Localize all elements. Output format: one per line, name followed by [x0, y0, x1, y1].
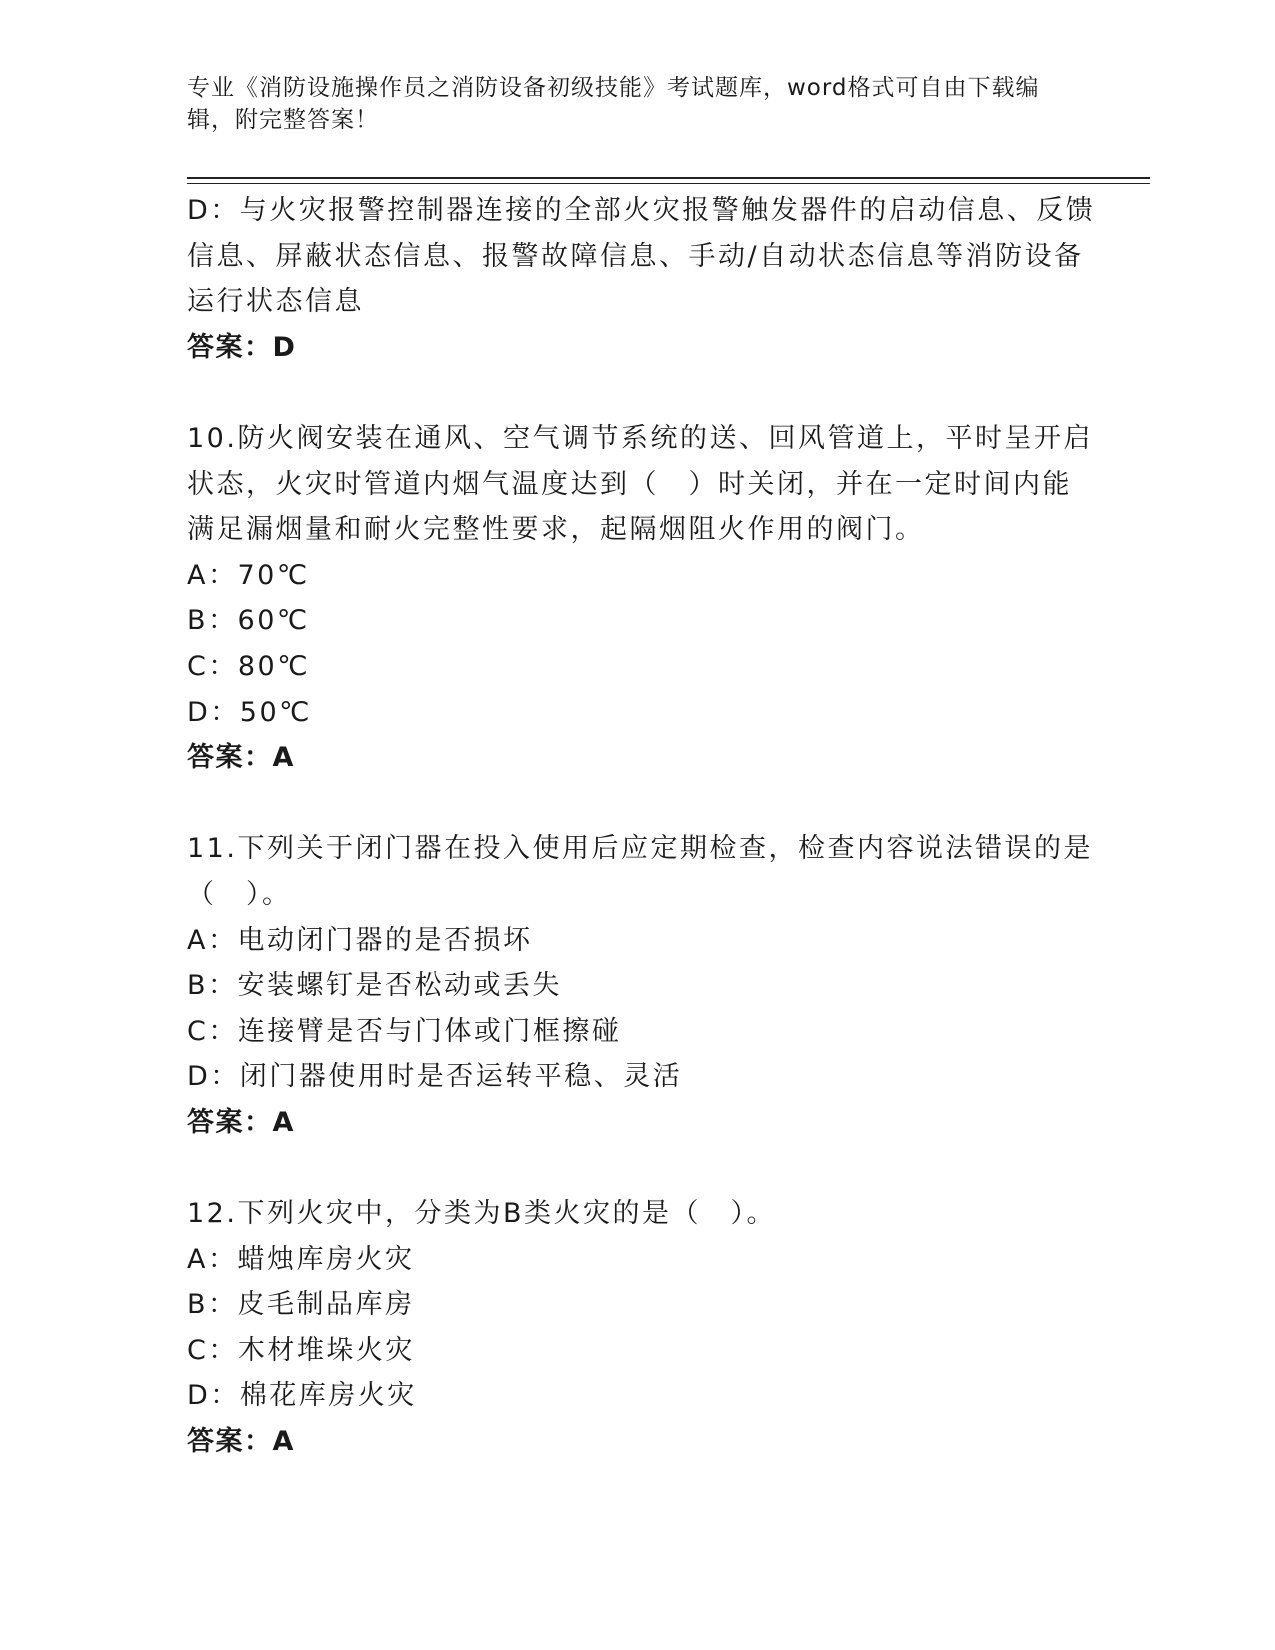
option-b: B：皮毛制品库房	[187, 1289, 415, 1321]
question-text-line-3: 满足漏烟量和耐火完整性要求，起隔烟阻火作用的阀门。	[187, 514, 925, 546]
option-b: B：60℃	[187, 605, 310, 637]
answer-label: 答案：A	[187, 1106, 295, 1138]
question-9-continuation	[187, 188, 1096, 370]
question-text-line-2: （ ）。	[187, 878, 292, 910]
option-a: A：70℃	[187, 559, 310, 591]
option-c: C：木材堆垛火灾	[187, 1334, 415, 1366]
spacer	[187, 1145, 1087, 1191]
question-text-line-1: 11.下列关于闭门器在投入使用后应定期检查，检查内容说法错误的是	[187, 833, 1093, 865]
option-a: A：电动闭门器的是否损坏	[187, 924, 533, 956]
header-line-1: 专业《消防设施操作员之消防设备初级技能》考试题库，word格式可自由下载编	[187, 75, 1040, 101]
answer-label: 答案：A	[187, 742, 295, 774]
document-header	[187, 72, 1067, 136]
option-c: C：80℃	[187, 650, 311, 682]
question-text-line-1: 12.下列火灾中，分类为B类火灾的是（ ）。	[187, 1198, 776, 1230]
answer-label: 答案：D	[187, 331, 297, 363]
option-d-line-1: D：与火灾报警控制器连接的全部火灾报警触发器件的启动信息、反馈	[187, 195, 1096, 226]
header-line-2: 辑，附完整答案！	[187, 107, 379, 133]
question-11	[187, 826, 1093, 1145]
option-d: D：闭门器使用时是否运转平稳、灵活	[187, 1061, 683, 1093]
question-12	[187, 1191, 1087, 1465]
option-d-line-3: 运行状态信息	[187, 286, 364, 318]
option-c: C：连接臂是否与门体或门框擦碰	[187, 1015, 622, 1047]
header-divider-thin	[187, 183, 1150, 184]
spacer	[187, 781, 1087, 827]
option-d-line-2: 信息、屏蔽状态信息、报警故障信息、手动/自动状态信息等消防设备	[187, 240, 1084, 272]
option-a: A：蜡烛库房火灾	[187, 1243, 415, 1275]
answer-label: 答案：A	[187, 1426, 295, 1458]
option-d: D：50℃	[187, 696, 312, 728]
question-text-line-2: 状态，火灾时管道内烟气温度达到（ ）时关闭，并在一定时间内能	[187, 468, 1072, 500]
question-text-line-1: 10.防火阀安装在通风、空气调节系统的送、回风管道上，平时呈开启	[187, 422, 1093, 454]
header-divider-thick	[187, 177, 1150, 179]
document-body	[187, 188, 1096, 1465]
option-b: B：安装螺钉是否松动或丢失	[187, 970, 563, 1002]
spacer	[187, 370, 1087, 416]
question-10	[187, 416, 1093, 781]
option-d: D：棉花库房火灾	[187, 1380, 417, 1412]
